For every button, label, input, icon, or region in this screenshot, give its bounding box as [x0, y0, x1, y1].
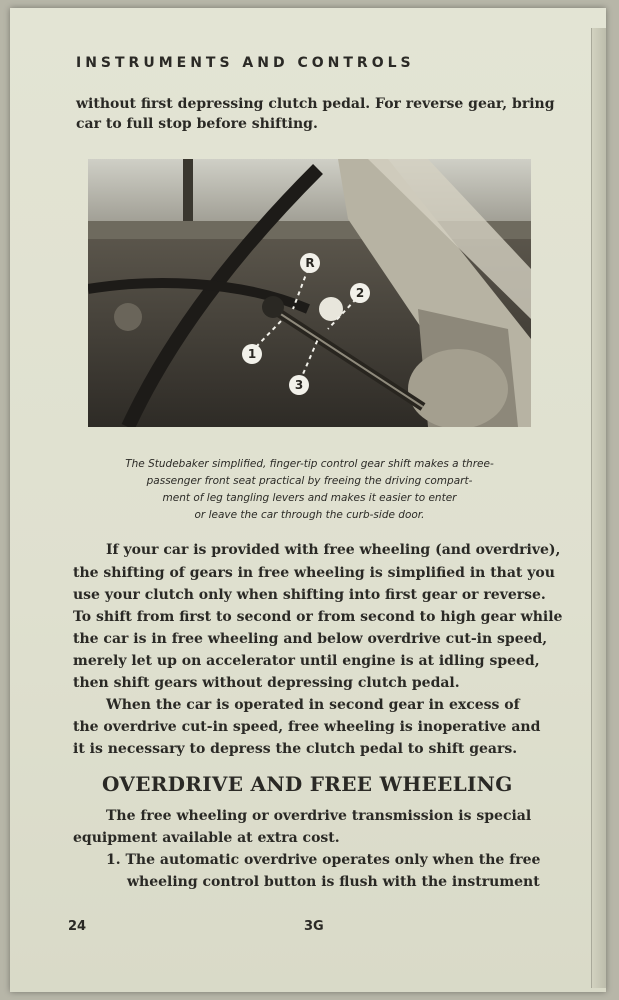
- para1-line-3: use your clutch only when shifting into first gear or reverse.: [73, 587, 546, 603]
- section-line-3: 1. The automatic overdrive operates only when the free: [106, 852, 541, 868]
- caption-line-2: passenger front seat practical by freeing the driving compart-: [146, 475, 473, 487]
- signature-code: 3G: [304, 919, 324, 934]
- manual-page: [10, 8, 606, 992]
- caption-line-1: The Studebaker simplified, finger-tip control gear shift makes a three-: [125, 458, 494, 470]
- intro-line-2: car to full stop before shifting.: [76, 116, 318, 132]
- para2-line-1: When the car is operated in second gear in excess of: [106, 697, 520, 713]
- section-heading: OVERDRIVE AND FREE WHEELING: [102, 772, 513, 796]
- para2-line-2: the overdrive cut-in speed, free wheeling is inoperative and: [73, 719, 541, 735]
- shift-label-R: R: [305, 256, 315, 270]
- para1-line-1: If your car is provided with free wheeling (and overdrive),: [106, 542, 561, 558]
- section-line-1: The free wheeling or overdrive transmission is special: [106, 808, 532, 824]
- gear-shift-photo: [88, 159, 531, 427]
- para2-line-3: it is necessary to depress the clutch pedal to shift gears.: [73, 741, 518, 757]
- caption-line-4: or leave the car through the curb-side door.: [194, 509, 425, 521]
- page-edge: [591, 28, 606, 988]
- section-line-2: equipment available at extra cost.: [73, 830, 340, 846]
- intro-line-1: without first depressing clutch pedal. For reverse gear, bring: [76, 96, 555, 112]
- para1-line-7: then shift gears without depressing clutch pedal.: [73, 675, 460, 691]
- shift-label-2: 2: [355, 286, 365, 300]
- para1-line-6: merely let up on accelerator until engine is at idling speed,: [73, 653, 540, 669]
- page-header: INSTRUMENTS AND CONTROLS: [76, 55, 415, 71]
- para1-line-2: the shifting of gears in free wheeling is simplified in that you: [73, 565, 555, 581]
- page-number: 24: [68, 919, 87, 934]
- shift-label-3: 3: [294, 378, 304, 392]
- section-line-4: wheeling control button is flush with the instrument: [127, 874, 540, 890]
- gear-shift-illustration: [88, 159, 531, 427]
- shift-label-1: 1: [247, 347, 257, 361]
- para1-line-4: To shift from first to second or from second to high gear while: [73, 609, 563, 625]
- para1-line-5: the car is in free wheeling and below overdrive cut-in speed,: [73, 631, 548, 647]
- caption-line-3: ment of leg tangling levers and makes it easier to enter: [162, 492, 457, 504]
